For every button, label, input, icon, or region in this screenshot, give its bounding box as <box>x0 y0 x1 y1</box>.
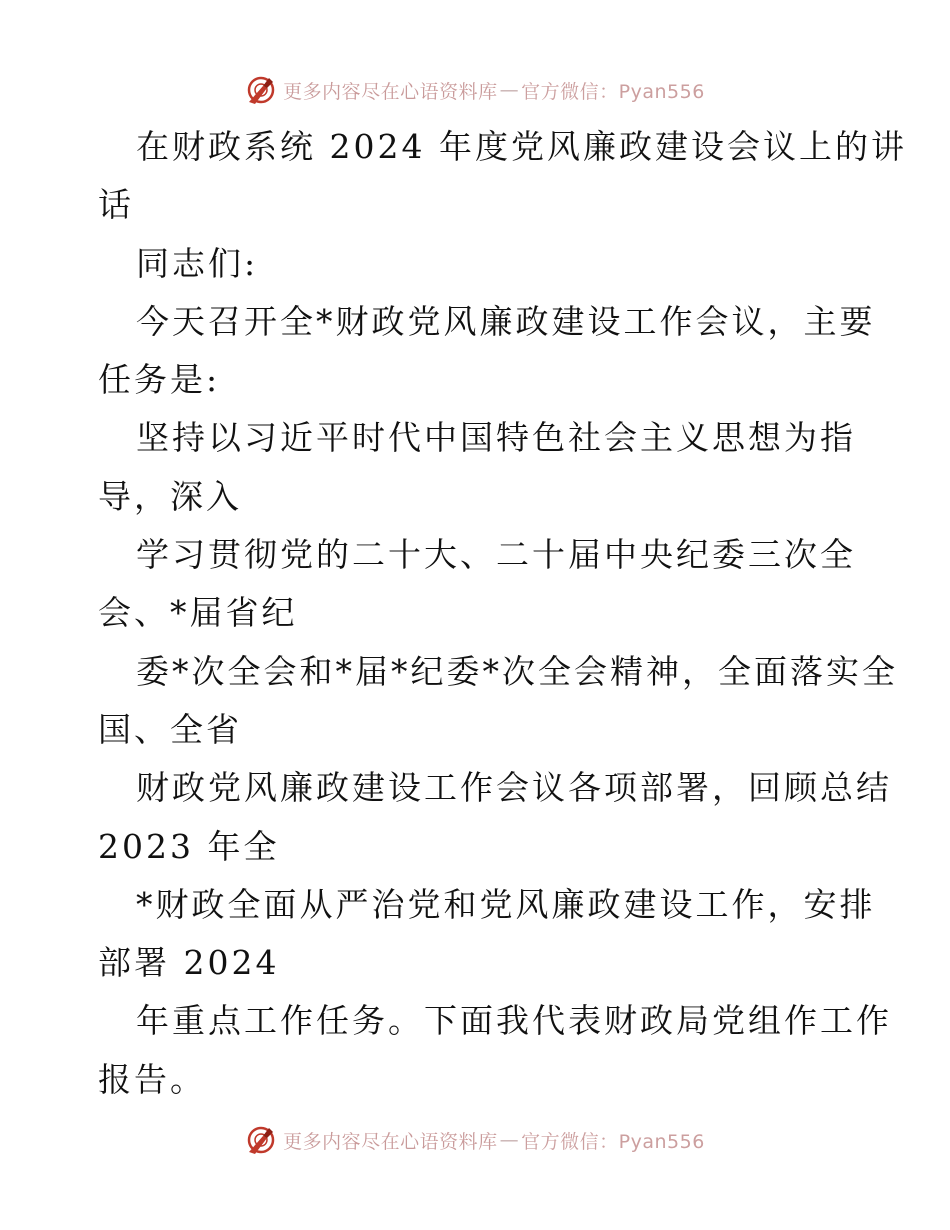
watermark-main-text: 更多内容尽在心语资料库 <box>283 1130 498 1153</box>
text-line: *财政全面从严治党和党风廉政建设工作，安排 <box>136 884 876 924</box>
watermark-main-text: 更多内容尽在心语资料库 <box>283 80 498 103</box>
footer-watermark <box>0 1120 950 1160</box>
watermark-separator: — <box>499 1129 520 1151</box>
text-line: 报告。 <box>98 1059 206 1099</box>
text-line: 年重点工作任务。下面我代表财政局党组作工作 <box>136 1001 892 1041</box>
text-line: 财政党风廉政建设工作会议各项部署，回顾总结 <box>136 768 892 808</box>
watermark-account-text: 官方微信：Pyan556 <box>521 1130 705 1153</box>
watermark-account-text: 官方微信：Pyan556 <box>521 80 705 103</box>
text-line: 会、*届省纪 <box>98 593 298 633</box>
pen-logo-icon <box>245 1124 277 1156</box>
document-body <box>98 118 907 1109</box>
pen-logo-icon <box>245 74 277 106</box>
header-watermark <box>0 70 950 110</box>
text-line: 今天召开全*财政党风廉政建设工作会议，主要 <box>136 301 876 341</box>
text-line: 导，深入 <box>98 476 242 516</box>
text-line: 话 <box>98 185 134 225</box>
text-line: 同志们: <box>136 243 259 283</box>
text-line: 在财政系统 2024 年度党风廉政建设会议上的讲 <box>136 127 907 166</box>
text-line: 委*次全会和*届*纪委*次全会精神，全面落实全 <box>136 651 898 691</box>
text-line: 学习贯彻党的二十大、二十届中央纪委三次全 <box>136 535 856 575</box>
text-line: 国、全省 <box>98 709 242 749</box>
text-line: 2023 年全 <box>98 826 280 866</box>
watermark-separator: — <box>499 79 520 101</box>
text-line: 坚持以习近平时代中国特色社会主义思想为指 <box>136 418 856 458</box>
text-line: 任务是: <box>98 360 221 400</box>
text-line: 部署 2024 <box>98 943 280 983</box>
